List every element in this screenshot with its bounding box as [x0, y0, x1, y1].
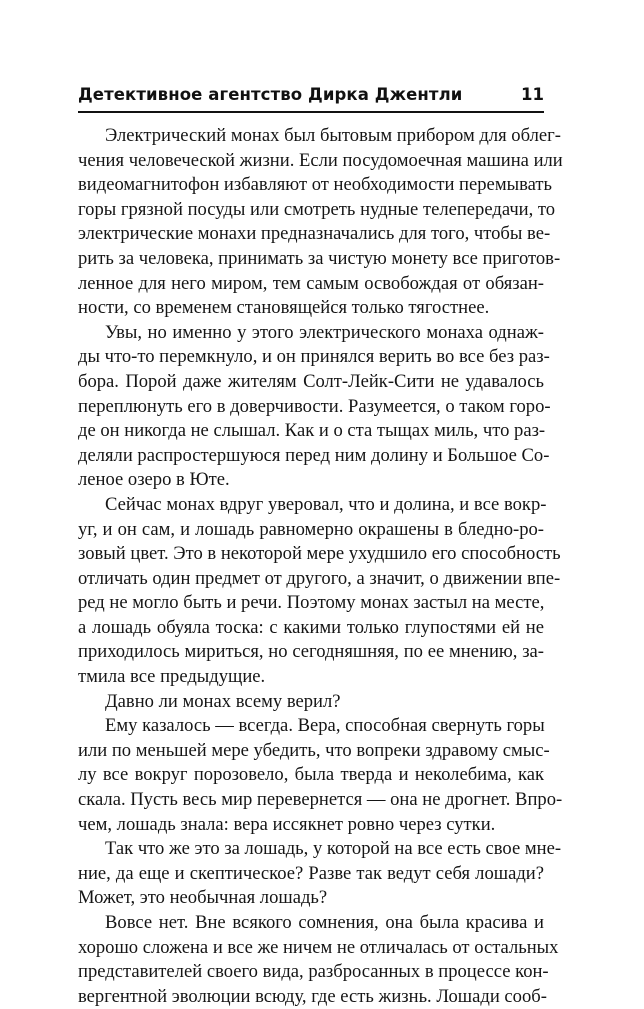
- text-line: Ему казалось — всегда. Вера, способная свернуть горы: [105, 715, 545, 737]
- text-line: представителей своего вида, разбросанных в процессе кон-: [78, 961, 549, 983]
- page-number: 11: [521, 85, 544, 104]
- text-line: горы грязной посуды или смотреть нудные телепередачи, то: [78, 198, 556, 220]
- running-header: [78, 81, 544, 113]
- text-line: ние, да еще и скептическое? Разве так ведут себя лошади?: [78, 862, 544, 884]
- text-line: зовый цвет. Это в некоторой мере ухудшило его способность: [78, 543, 561, 565]
- text-line: Вовсе нет. Вне всякого сомнения, она была красива и: [105, 912, 544, 933]
- text-line: ленное для него миром, тем самым освобождая от обязан-: [78, 272, 544, 294]
- text-line: хорошо сложена и все же ничем не отличалась от остальных: [78, 936, 559, 958]
- paragraph: [78, 493, 561, 690]
- paragraph: [78, 837, 562, 911]
- text-line: чения человеческой жизни. Если посудомоечная машина или: [78, 149, 563, 171]
- text-line: Сейчас монах вдруг уверовал, что и долина, и все вокр-: [105, 493, 547, 515]
- text-line: или по меньшей мере убедить, что вопреки здравому смыс-: [78, 739, 550, 761]
- text-line: бора. Порой даже жителям Солт-Лейк-Сити не удавалось: [78, 370, 544, 392]
- text-line: рить за человека, принимать за чистую монету все приготов-: [78, 247, 561, 269]
- text-line: видеомагнитофон избавляют от необходимости перемывать: [78, 174, 552, 196]
- paragraph: [78, 124, 563, 321]
- text-line: лу все вокруг порозовело, была тверда и неколебима, как: [78, 764, 544, 786]
- text-line: переплюнуть его в доверчивости. Разумеется, о таком горо-: [78, 395, 551, 417]
- paragraph: [78, 321, 551, 493]
- text-line: леное озеро в Юте.: [78, 469, 230, 491]
- text-line: а лошадь обуяла тоска: с какими только глупостями ей не: [78, 616, 544, 638]
- text-line: Увы, но именно у этого электрического монаха однаж-: [105, 321, 544, 343]
- text-line: Электрический монах был бытовым прибором для облег-: [105, 125, 561, 146]
- text-line: ды что-то перемкнуло, и он принялся верить во все без раз-: [78, 346, 550, 368]
- text-line: приходилось мириться, но сегодняшняя, по ее мнению, за-: [78, 641, 544, 663]
- text-line: отличать один предмет от другого, а значит, о движении впе-: [78, 567, 561, 589]
- text-line: вергентной эволюции всюду, где есть жизнь. Лошади сооб-: [78, 985, 547, 1007]
- text-line: тмила все предыдущие.: [78, 666, 266, 688]
- running-title: Детективное агентство Дирка Джентли: [78, 85, 463, 104]
- text-line: Давно ли монах всему верил?: [105, 690, 341, 712]
- text-line: ности, со временем становящейся только тягостнее.: [78, 297, 490, 319]
- text-line: де он никогда не слышал. Как и о ста тыщах миль, что раз-: [78, 420, 546, 442]
- body-text: [78, 124, 563, 1009]
- paragraph: [78, 911, 559, 1009]
- text-line: деляли распростершуюся перед ним долину и Большое Со-: [78, 444, 550, 466]
- text-line: Может, это необычная лошадь?: [78, 887, 328, 909]
- text-line: чем, лошадь знала: вера иссякнет ровно через сутки.: [78, 813, 496, 835]
- text-line: уг, и он сам, и лошадь равномерно окрашены в бледно-ро-: [78, 518, 544, 540]
- text-line: скала. Пусть весь мир перевернется — она не дрогнет. Впро-: [78, 789, 563, 811]
- text-line: Так что же это за лошадь, у которой на все есть свое мне-: [105, 838, 562, 860]
- paragraph: [78, 690, 544, 715]
- text-line: электрические монахи предназначались для того, чтобы ве-: [78, 223, 551, 245]
- paragraph: [78, 714, 563, 837]
- text-line: ред не могло быть и речи. Поэтому монах застыл на месте,: [78, 592, 545, 614]
